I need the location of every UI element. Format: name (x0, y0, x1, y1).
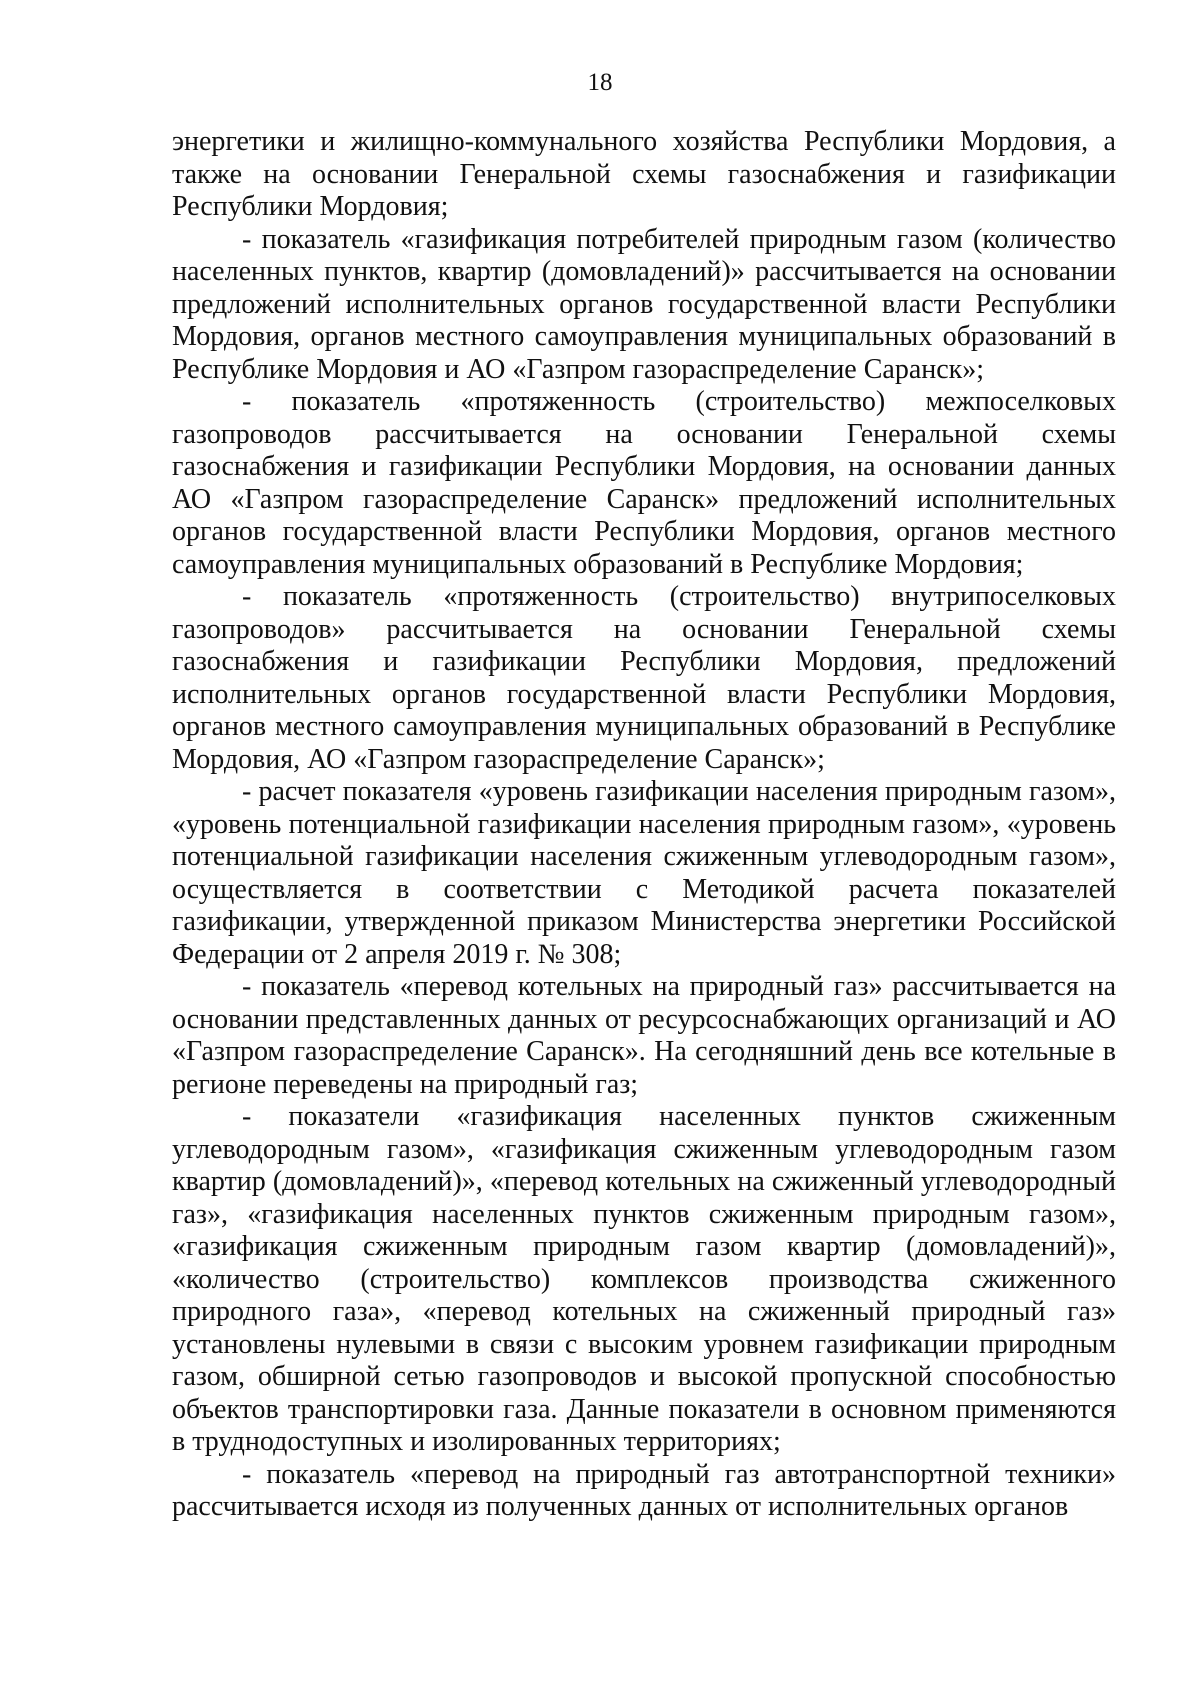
paragraph-intrasettlement-pipelines: - показатель «протяженность (строительство) внутрипоселковых газопроводов» рассчитывается на основании Генеральной схемы газоснабжения и газификации Республики Мордовия, предложений исполнительных органов государственной власти Республики Мордовия, органов местного самоуправления муниципальных образований в Республике Мордовия, АО «Газпром газораспределение Саранск»; (172, 581, 1116, 775)
paragraph-boiler-conversion: - показатель «перевод котельных на природный газ» рассчитывается на основании представленных данных от ресурсоснабжающих организаций и АО «Газпром газораспределение Саранск». На сегодняшний день все котельные в регионе переведены на природный газ; (172, 971, 1116, 1100)
paragraph-liquefied-gas-indicators: - показатели «газификация населенных пунктов сжиженным углеводородным газом», «газификация сжиженным углеводородным газом квартир (домовладений)», «перевод котельных на сжиженный углеводородный газ», «газификация населенных пунктов сжиженным природным газом», «газификация сжиженным природным газом квартир (домовладений)», «количество (строительство) комплексов производства сжиженного природного газа», «перевод котельных на сжиженный природный газ» установлены нулевыми в связи с высоким уровнем газификации природным газом, обширной сетью газопроводов и высокой пропускной способностью объектов транспортировки газа. Данные показатели в основном применяются в труднодоступных и изолированных территориях; (172, 1101, 1116, 1457)
paragraph-vehicle-conversion: - показатель «перевод на природный газ автотранспортной техники» рассчитывается исходя из полученных данных от исполнительных органов (172, 1458, 1116, 1522)
page-number: 18 (587, 69, 613, 96)
paragraph-gasification-consumers: - показатель «газификация потребителей природным газом (количество населенных пунктов, квартир (домовладений)» рассчитывается на основании предложений исполнительных органов государственной власти Республики Мордовия, органов местного самоуправления муниципальных образований в Республике Мордовия и АО «Газпром газораспределение Саранск»; (172, 223, 1116, 385)
paragraph-intersettlement-pipelines: - показатель «протяженность (строительство) межпоселковых газопроводов рассчитывается на основании Генеральной схемы газоснабжения и газификации Республики Мордовия, на основании данных АО «Газпром газораспределение Саранск» предложений исполнительных органов государственной власти Республики Мордовия, органов местного самоуправления муниципальных образований в Республике Мордовия; (172, 386, 1116, 580)
paragraph-gasification-level: - расчет показателя «уровень газификации населения природным газом», «уровень потенциальной газификации населения природным газом», «уровень потенциальной газификации населения сжиженным углеводородным газом», осуществляется в соответствии с Методикой расчета показателей газификации, утвержденной приказом Министерства энергетики Российской Федерации от 2 апреля 2019 г. № 308; (172, 776, 1116, 970)
paragraph-continuation: энергетики и жилищно-коммунального хозяйства Республики Мордовия, а также на основании Генеральной схемы газоснабжения и газификации Республики Мордовия; (172, 126, 1116, 222)
document-body (172, 126, 1116, 1524)
